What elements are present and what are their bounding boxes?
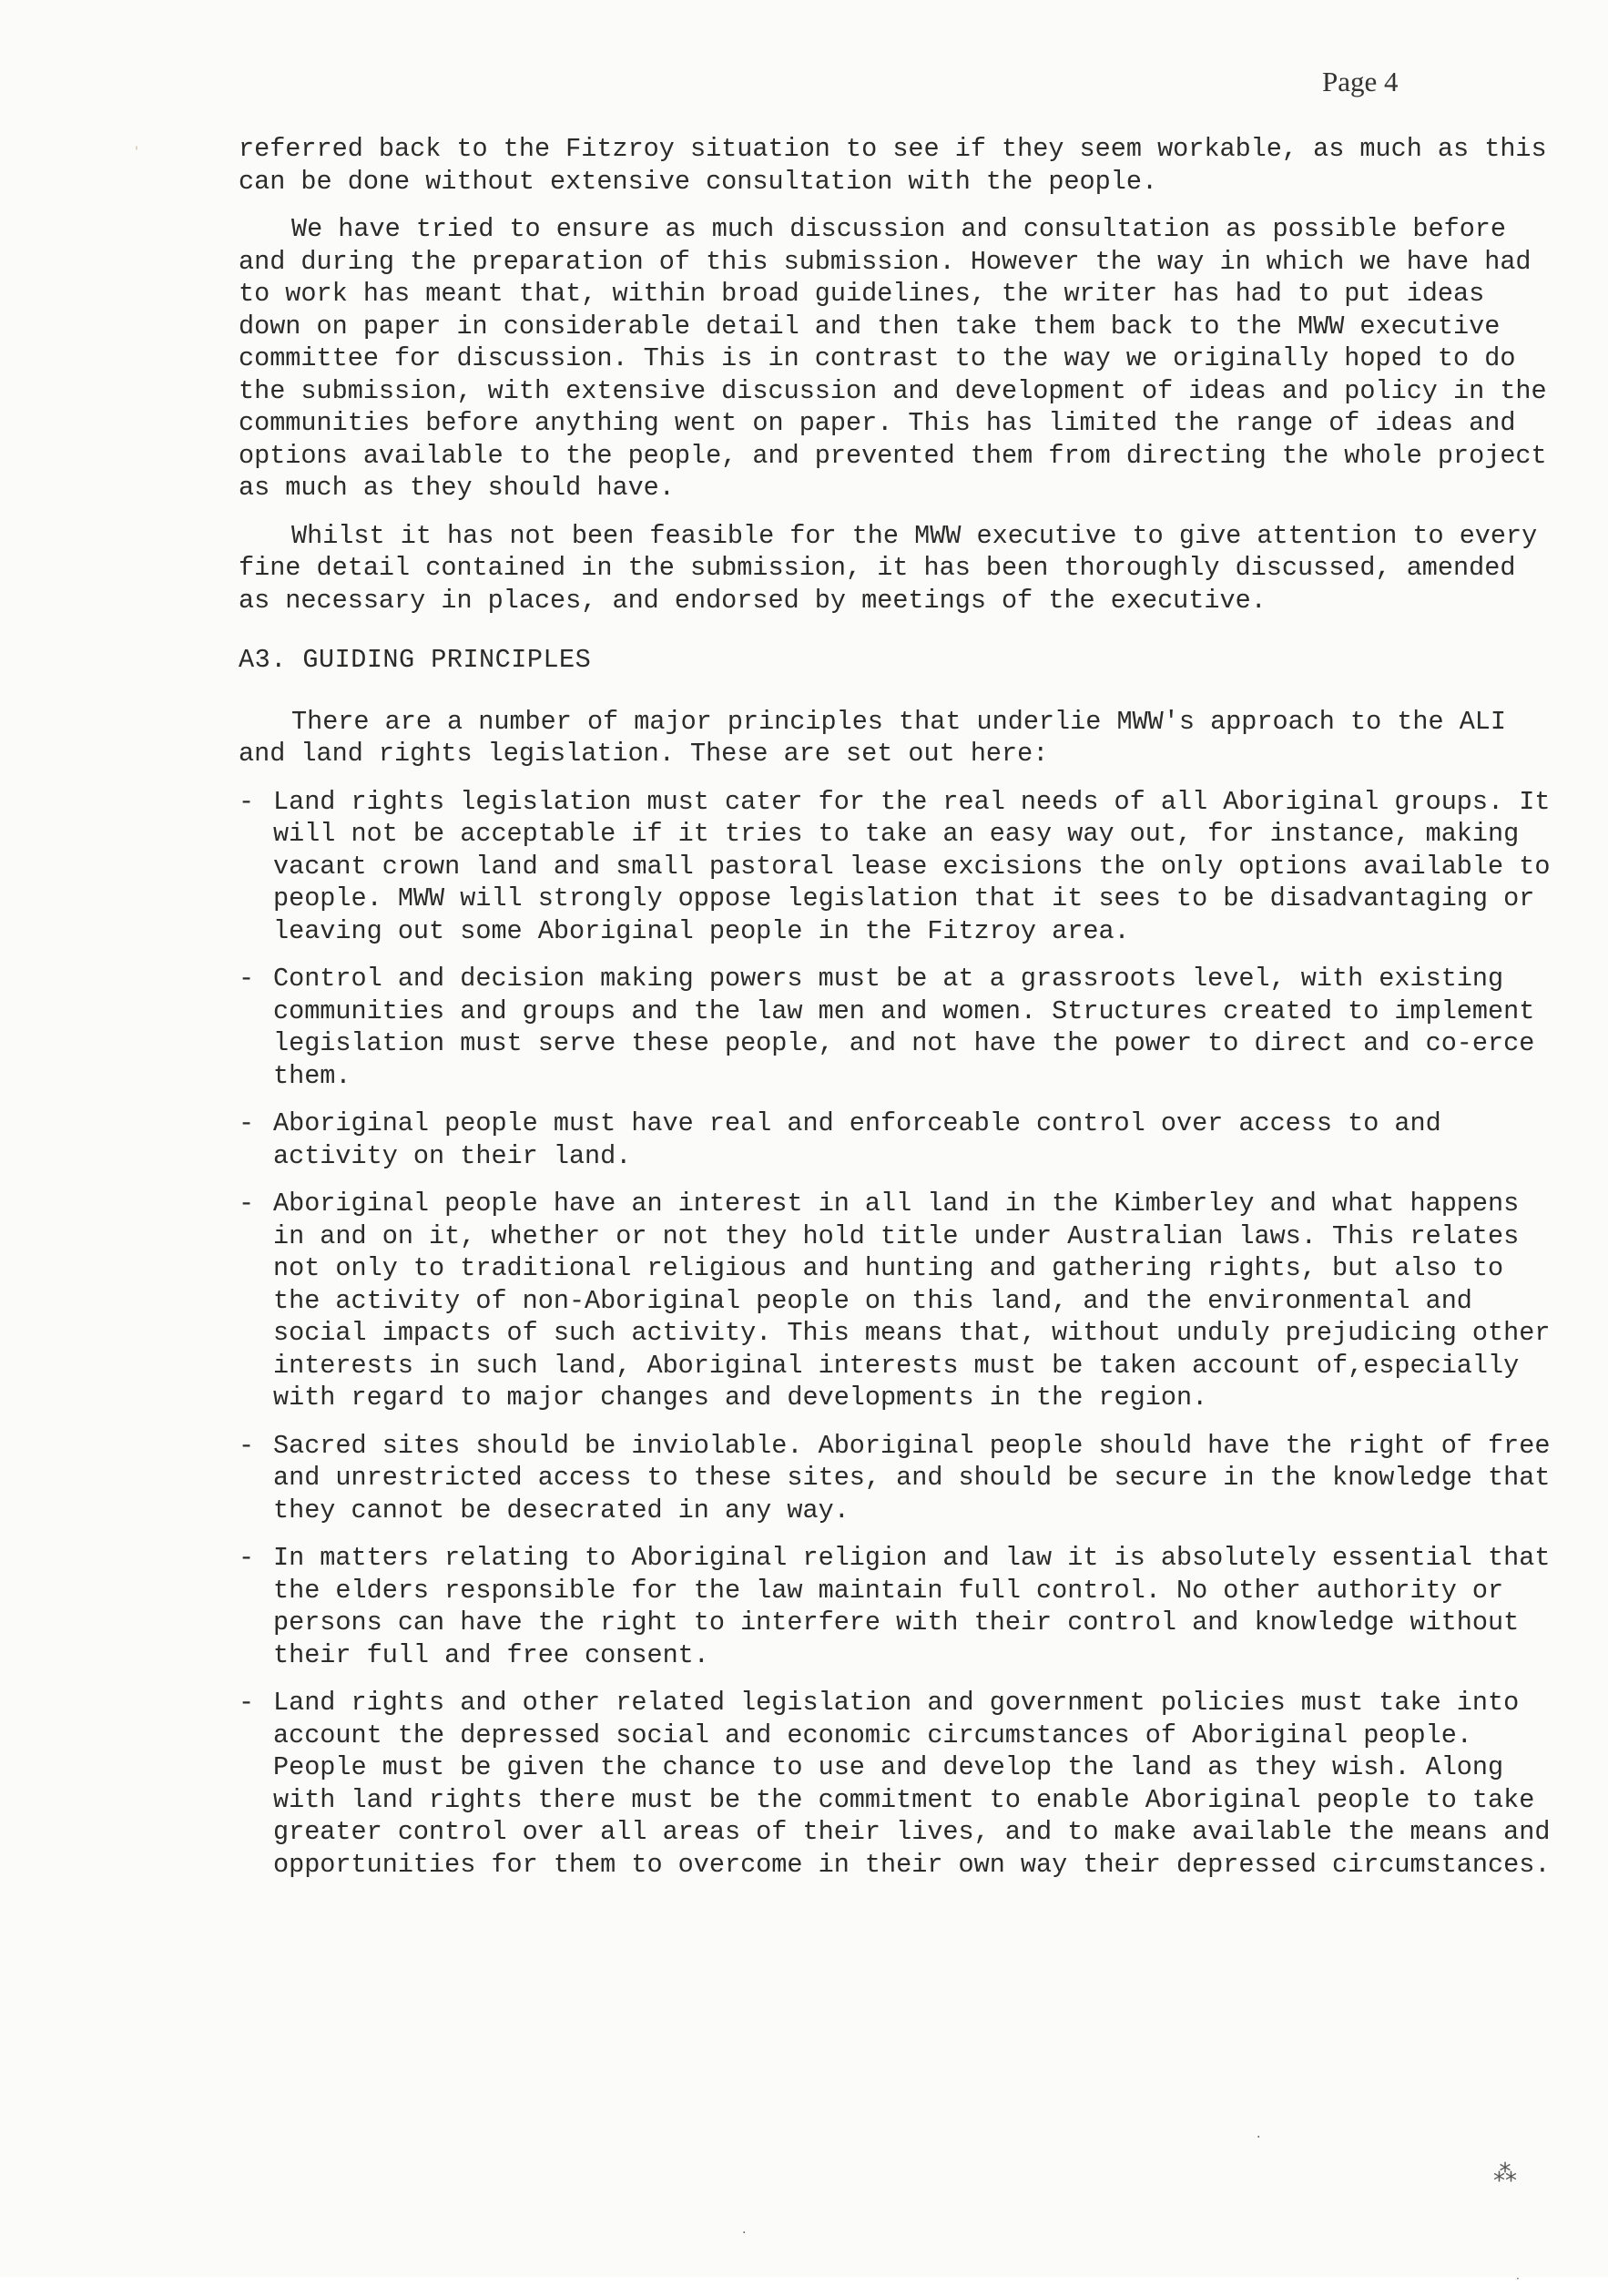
principle-item — [239, 1687, 1559, 1881]
principle-item — [239, 963, 1559, 1092]
principle-item — [239, 1430, 1559, 1527]
principle-text: Aboriginal people have an interest in all land in the Kimberley and what happens in and on it, whether or not they hold title under Australian laws. This relates not only to traditional religious and hunting and gathering rights, but also to the activity of non-Aboriginal people on this land, and the environmental and social impacts of such activity. This means that, without unduly prejudicing other interests in such land, Aboriginal interests must be taken account of,especially with regard to major changes and developments in the region. — [273, 1189, 1551, 1413]
bullet-dash: - — [239, 1189, 255, 1219]
principle-text: Sacred sites should be inviolable. Aboriginal people should have the right of free and unrestricted access to these sites, and should be secure in the knowledge that they cannot be desecrated in any way. — [273, 1430, 1551, 1526]
bullet-dash: - — [239, 1430, 255, 1461]
principle-item — [239, 1188, 1559, 1414]
page-number: Page 4 — [1322, 66, 1399, 97]
section-heading: A3. GUIDING PRINCIPLES — [239, 645, 592, 675]
principles-list — [239, 786, 1559, 1882]
paragraph-consultation: We have tried to ensure as much discussion and consultation as possible before and during the preparation of this submission. However the way in which we have had to work has meant that, within broad guidelines, the writer has had to put ideas down on paper in considerable detail and then take them back to the MWW executive committee for discussion. This is in contrast to the way we originally hoped to do the submission, with extensive discussion and development of ideas and policy in the communities before anything went on paper. This has limited the range of ideas and options available to the people, and prevented them from directing the whole project as much as they should have. — [239, 214, 1547, 503]
principle-item — [239, 1542, 1559, 1671]
principle-text: Control and decision making powers must be at a grassroots level, with existing communities and groups and the law men and women. Structures created to implement legislation must serve these people, and not have the power to direct and co-erce them. — [273, 964, 1535, 1091]
scan-speck: · — [742, 2226, 747, 2240]
principle-item — [239, 1107, 1559, 1172]
bullet-dash: - — [239, 786, 255, 817]
principle-text: Aboriginal people must have real and enforceable control over access to and activity on their land. — [273, 1108, 1441, 1171]
paragraph-endorsement: Whilst it has not been feasible for the MWW executive to give attention to every fine detail contained in the submission, it has been thoroughly discussed, amended as necessary in places, and endorsed by meetings of the executive. — [239, 520, 1538, 616]
bullet-dash: - — [239, 1688, 255, 1718]
principle-text: Land rights legislation must cater for the real needs of all Aboriginal groups. It will not be acceptable if it tries to take an easy way out, for instance, making vacant crown land and small pastoral lease excisions the only options available to people. MWW will strongly oppose legislation that it sees to be disadvantaging or leaving out some Aboriginal people in the Fitzroy area. — [273, 786, 1551, 946]
principle-text: Land rights and other related legislation and government policies must take into account the depressed social and economic circumstances of Aboriginal people. People must be given the chance to use and develop the land as they wish. Along with land rights there must be the commitment to enable Aboriginal people to take greater control over all areas of their lives, and to make available the means and opportunities for them to overcome in their own way their depressed circumstances. — [273, 1688, 1551, 1880]
section-intro: There are a number of major principles that underlie MWW's approach to the ALI and land rights legislation. These are set out here: — [239, 706, 1507, 769]
principle-item — [239, 786, 1559, 948]
principle-text: In matters relating to Aboriginal religion and law it is absolutely essential that the elders responsible for the law maintain full control. No other authority or persons can have the right to interfere with their control and knowledge without their full and free consent. — [273, 1543, 1551, 1670]
bullet-dash: - — [239, 1543, 255, 1573]
paragraph-continuation: referred back to the Fitzroy situation to see if they seem workable, as much as this can be done without extensive consultation with the people. — [239, 134, 1547, 197]
bullet-dash: - — [239, 1108, 255, 1138]
document-body — [239, 133, 1559, 1896]
scan-speck: ' — [135, 145, 138, 159]
bullet-dash: - — [239, 964, 255, 994]
scan-speck: · — [1516, 2272, 1520, 2285]
scan-speck: · — [1257, 2130, 1261, 2145]
scan-speck: ⁂ — [1493, 2160, 1517, 2188]
